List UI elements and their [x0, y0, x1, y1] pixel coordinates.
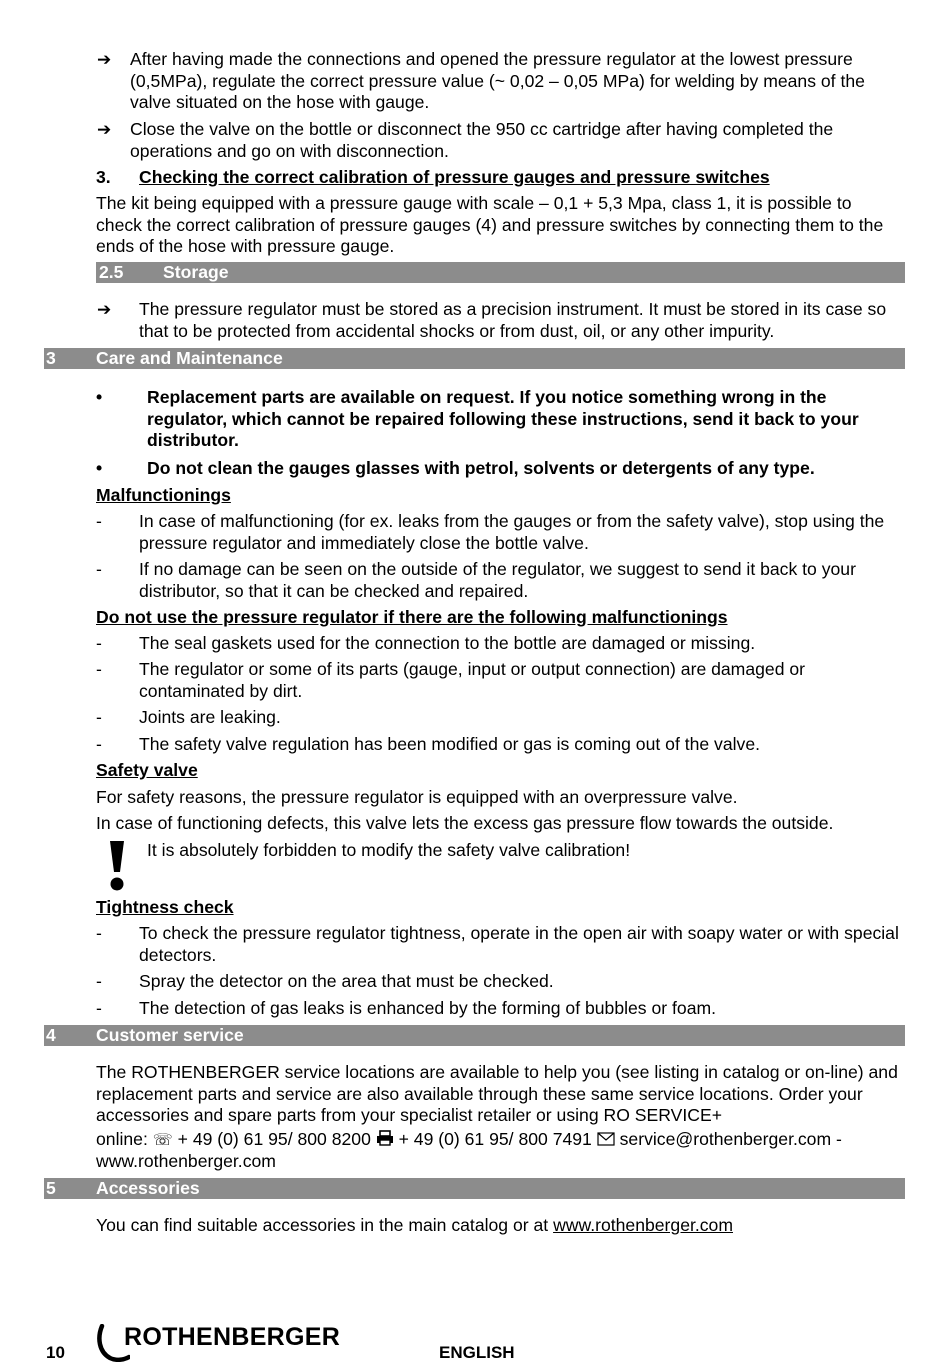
bullet: •: [96, 387, 103, 407]
exclamation-icon: [106, 838, 128, 892]
step-title: Checking the correct calibration of pressure gauges and pressure switches: [139, 167, 770, 187]
section-number: 3: [46, 348, 56, 368]
warning-text: It is absolutely forbidden to modify the safety valve calibration!: [147, 840, 631, 860]
step-text: After having made the connections and opened the pressure regulator at the lowest pressure (0,5MPa), regulate the correct pressure value (~ 0,02 – 0,05 MPa) for welding by means of the valve situated on the hose with gauge.: [130, 49, 865, 113]
step-number: 3.: [96, 167, 111, 187]
donotuse-heading: Do not use the pressure regulator if there are the following malfunctionings: [96, 607, 728, 627]
website-link[interactable]: www.rothenberger.com: [96, 1151, 276, 1171]
dash: -: [96, 559, 102, 579]
section-title: Storage: [163, 262, 229, 282]
envelope-icon: [597, 1132, 615, 1146]
dash: -: [96, 998, 102, 1018]
accessories-text: [96, 1215, 733, 1237]
safety-heading: Safety valve: [96, 760, 198, 780]
section-title: Care and Maintenance: [96, 348, 283, 368]
storage-text: The pressure regulator must be stored as a precision instrument. It must be stored in its case so that to be protected from accidental shocks or from dust, oil, or any other impurity.: [139, 299, 887, 341]
list-item: The seal gaskets used for the connection to the bottle are damaged or missing.: [139, 633, 756, 653]
section-header-accessories: [44, 1178, 905, 1199]
section-title: Customer service: [96, 1025, 244, 1045]
step-text: Close the valve on the bottle or disconnect the 950 cc cartridge after having completed the operations and go on with disconnection.: [130, 119, 834, 161]
safety-paragraph: In case of functioning defects, this valve lets the excess gas pressure flow towards the outside.: [96, 813, 834, 833]
dash: -: [96, 511, 102, 531]
list-item: The regulator or some of its parts (gauge, input or output connection) are damaged or contaminated by dirt.: [139, 659, 806, 701]
section-number: 2.5: [99, 262, 124, 282]
dash: -: [96, 971, 102, 991]
fax-number: + 49 (0) 61 95/ 800 7491: [398, 1129, 592, 1149]
online-label: online:: [96, 1129, 148, 1149]
bullet-text: Replacement parts are available on request. If you notice something wrong in the regulator, which cannot be repaired following these instructions, send it back to your distributor.: [147, 387, 859, 451]
section-header-customer-service: [44, 1025, 905, 1046]
section-header-care: [44, 348, 905, 369]
phone-number: + 49 (0) 61 95/ 800 8200: [177, 1129, 371, 1149]
dash: -: [96, 734, 102, 754]
dash: -: [96, 633, 102, 653]
section-header-storage: [96, 262, 905, 283]
list-item: In case of malfunctioning (for ex. leaks from the gauges or from the safety valve), stop using the pressure regulator and immediately close the bottle valve.: [139, 511, 885, 553]
dash: -: [96, 659, 102, 679]
bullet-text: Do not clean the gauges glasses with petrol, solvents or detergents of any type.: [147, 458, 815, 478]
arrow-icon: ➔: [97, 300, 112, 319]
accessories-sentence: You can find suitable accessories in the main catalog or at: [96, 1215, 549, 1235]
list-item: To check the pressure regulator tightness, operate in the open air with soapy water or with special detectors.: [139, 923, 899, 965]
email-link[interactable]: service@rothenberger.com -: [619, 1129, 842, 1149]
accessories-link[interactable]: www.rothenberger.com: [553, 1215, 733, 1235]
brand-name: ROTHENBERGER: [124, 1323, 341, 1351]
list-item: The detection of gas leaks is enhanced by the forming of bubbles or foam.: [139, 998, 717, 1018]
list-item: The safety valve regulation has been modified or gas is coming out of the valve.: [139, 734, 761, 754]
malfunctionings-heading: Malfunctionings: [96, 485, 231, 505]
step-body: The kit being equipped with a pressure gauge with scale – 0,1 + 5,3 Mpa, class 1, it is possible to check the correct calibration of pressure gauges (4) and pressure switches by connecting them to the ends of the hose with pressure gauge.: [96, 193, 884, 257]
dash: -: [96, 707, 102, 727]
dash: -: [96, 923, 102, 943]
brand-logo: [96, 1322, 356, 1362]
list-item: If no damage can be seen on the outside of the regulator, we suggest to send it back to your distributor, so that it can be checked and repaired.: [139, 559, 856, 601]
section-number: 5: [46, 1178, 56, 1198]
list-item: Joints are leaking.: [139, 707, 281, 727]
fax-icon: [376, 1130, 394, 1146]
language-label: ENGLISH: [439, 1343, 515, 1362]
list-item: Spray the detector on the area that must be checked.: [139, 971, 554, 991]
bullet: •: [96, 458, 103, 478]
arrow-icon: ➔: [97, 50, 112, 69]
contact-line: [96, 1129, 842, 1152]
tightness-heading: Tightness check: [96, 897, 234, 917]
section-title: Accessories: [96, 1178, 200, 1198]
page-number: 10: [46, 1343, 65, 1362]
safety-paragraph: For safety reasons, the pressure regulator is equipped with an overpressure valve.: [96, 787, 738, 807]
customer-text: The ROTHENBERGER service locations are available to help you (see listing in catalog or on-line) and replacement parts and service are also available through these same service locations. Order your accessories and spare parts from your specialist retailer or using RO SERVICE+: [96, 1062, 898, 1126]
phone-icon: ☏: [152, 1132, 173, 1149]
section-number: 4: [46, 1025, 56, 1045]
arrow-icon: ➔: [97, 120, 112, 139]
